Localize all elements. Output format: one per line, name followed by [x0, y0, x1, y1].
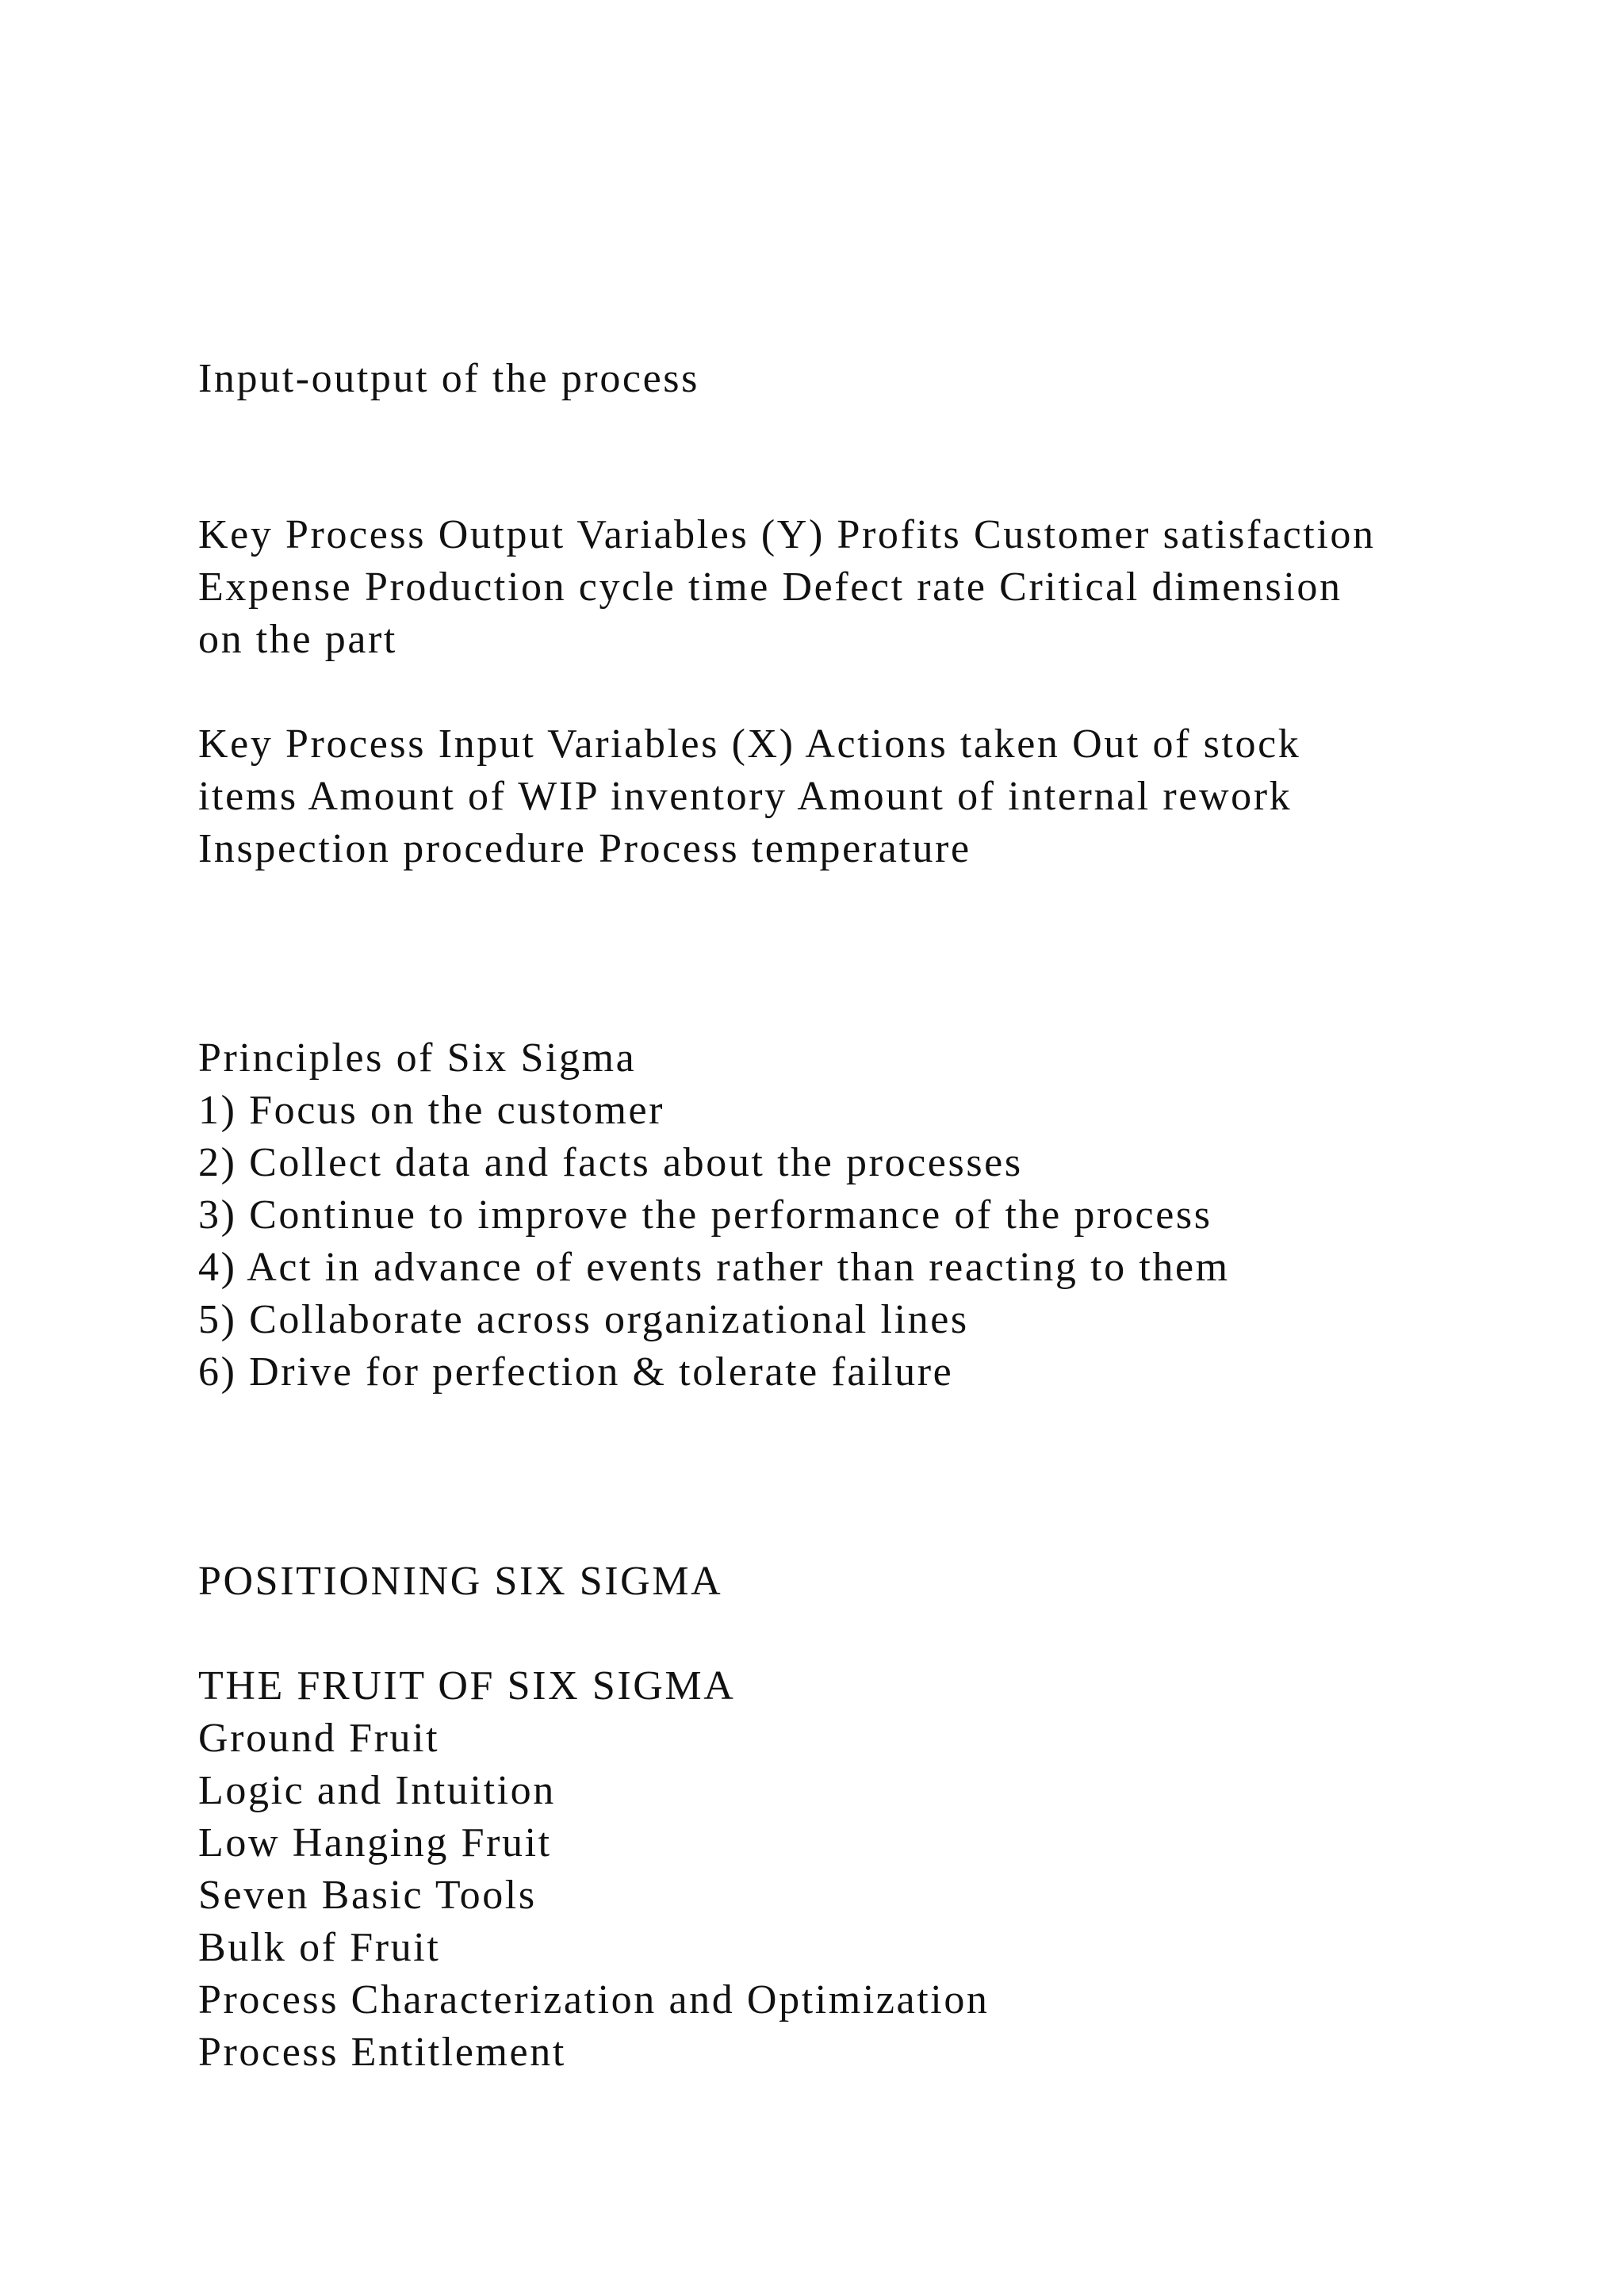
principle-item: 4) Act in advance of events rather than reacting to them — [198, 1245, 1230, 1290]
section-heading-fruit: THE FRUIT OF SIX SIGMA — [198, 1663, 736, 1709]
fruit-item: Bulk of Fruit — [198, 1925, 441, 1970]
output-variables-line-1: Key Process Output Variables (Y) Profits Customer satisfaction — [198, 512, 1376, 557]
principle-item: 2) Collect data and facts about the processes — [198, 1140, 1023, 1185]
output-variables-line-3: on the part — [198, 617, 397, 662]
fruit-item: Low Hanging Fruit — [198, 1820, 552, 1866]
input-variables-line-1: Key Process Input Variables (X) Actions taken Out of stock — [198, 721, 1301, 767]
fruit-item: Process Entitlement — [198, 2030, 566, 2075]
input-variables-line-2: items Amount of WIP inventory Amount of internal rework — [198, 774, 1293, 819]
principle-item: 5) Collaborate across organizational lines — [198, 1297, 969, 1342]
input-variables-line-3: Inspection procedure Process temperature — [198, 826, 971, 871]
fruit-item: Ground Fruit — [198, 1716, 440, 1761]
principle-item: 3) Continue to improve the performance of the process — [198, 1192, 1212, 1238]
output-variables-line-2: Expense Production cycle time Defect rate Critical dimension — [198, 564, 1342, 610]
principle-item: 6) Drive for perfection & tolerate failure — [198, 1349, 954, 1395]
section-heading-input-output: Input-output of the process — [198, 356, 699, 401]
fruit-item: Seven Basic Tools — [198, 1873, 537, 1918]
section-heading-principles: Principles of Six Sigma — [198, 1035, 637, 1081]
fruit-item: Process Characterization and Optimization — [198, 1977, 990, 2022]
principle-item: 1) Focus on the customer — [198, 1088, 665, 1133]
fruit-item: Logic and Intuition — [198, 1768, 556, 1813]
section-heading-positioning: POSITIONING SIX SIGMA — [198, 1559, 723, 1604]
